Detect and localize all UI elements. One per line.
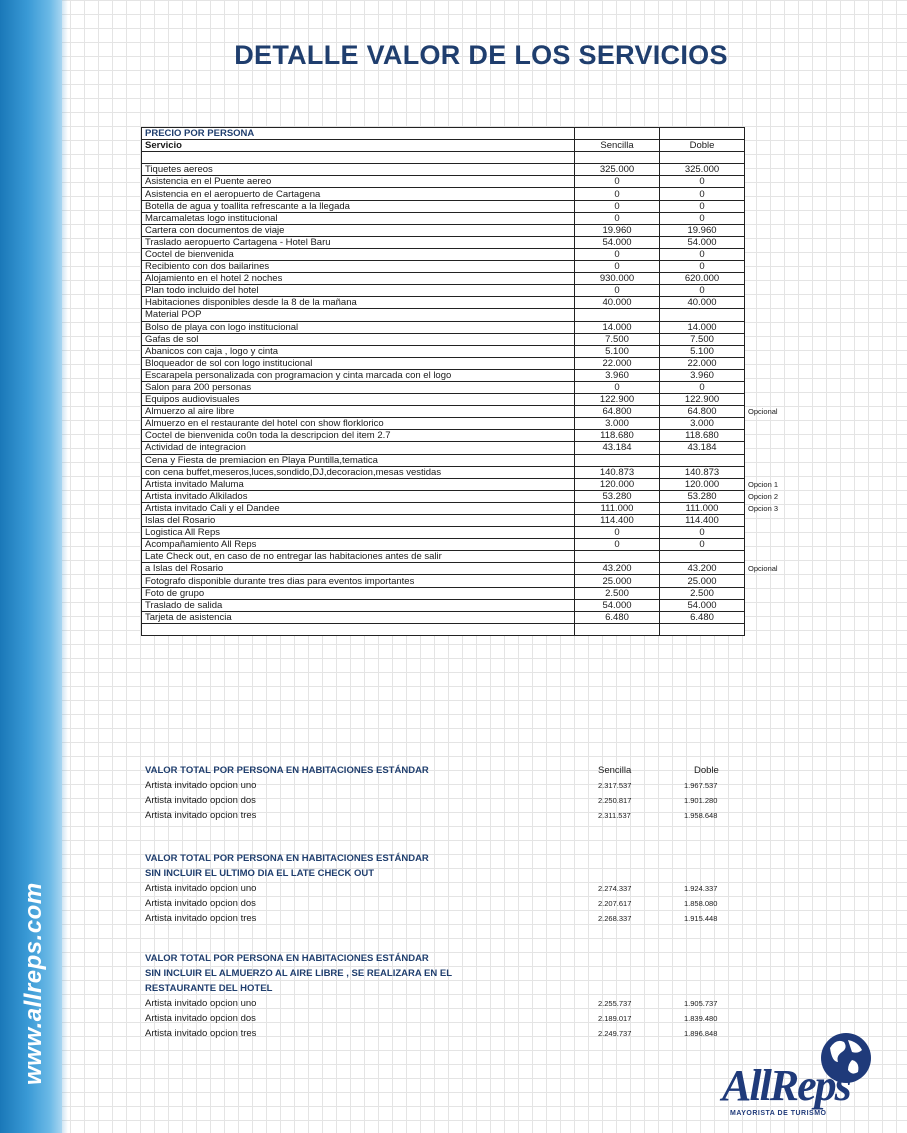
service-cell: Late Check out, en caso de no entregar las habitaciones antes de salir — [142, 551, 575, 563]
service-cell: Salon para 200 personas — [142, 381, 575, 393]
double-price-cell: 5.100 — [660, 345, 745, 357]
col-service-header: Servicio — [142, 140, 575, 152]
double-price-cell: 43.184 — [660, 442, 745, 454]
table-row — [142, 345, 820, 357]
table-row — [142, 551, 820, 563]
note-cell — [745, 515, 820, 527]
table-row — [142, 611, 820, 623]
single-price-cell: 25.000 — [575, 575, 660, 587]
single-price-cell: 111.000 — [575, 502, 660, 514]
double-price-cell: 0 — [660, 212, 745, 224]
summary1-heading: VALOR TOTAL POR PERSONA EN HABITACIONES ESTÁNDAR — [145, 765, 429, 776]
note-cell — [745, 321, 820, 333]
note-cell — [745, 285, 820, 297]
single-price-cell: 122.900 — [575, 394, 660, 406]
single-price-cell: 7.500 — [575, 333, 660, 345]
logo-wordmark: AllReps — [722, 1061, 850, 1110]
double-price-cell: 0 — [660, 285, 745, 297]
single-price-cell: 0 — [575, 527, 660, 539]
summary-label: Artista invitado opcion uno — [145, 998, 257, 1009]
single-price-cell: 325.000 — [575, 164, 660, 176]
summary-row — [145, 793, 765, 808]
table-row — [142, 599, 820, 611]
service-cell: Bloqueador de sol con logo institucional — [142, 357, 575, 369]
table-row — [142, 176, 820, 188]
double-price-cell: 7.500 — [660, 333, 745, 345]
service-cell: Cartera con documentos de viaje — [142, 224, 575, 236]
double-price-cell: 0 — [660, 539, 745, 551]
service-cell — [142, 623, 575, 635]
single-price-cell: 0 — [575, 188, 660, 200]
service-cell: Abanicos con caja , logo y cinta — [142, 345, 575, 357]
summary-row — [145, 1011, 765, 1026]
service-cell: Artista invitado Cali y el Dandee — [142, 502, 575, 514]
table-row — [142, 575, 820, 587]
col-single-header: Sencilla — [575, 140, 660, 152]
note-cell — [745, 539, 820, 551]
table-row — [142, 515, 820, 527]
summary-no-late-checkout — [145, 851, 765, 926]
single-price-cell: 0 — [575, 248, 660, 260]
service-cell: Traslado aeropuerto Cartagena - Hotel Baru — [142, 236, 575, 248]
table-heading-row — [142, 128, 820, 140]
note-cell — [745, 357, 820, 369]
note-cell — [745, 527, 820, 539]
table-row — [142, 430, 820, 442]
single-price-cell: 43.184 — [575, 442, 660, 454]
single-price-cell: 43.200 — [575, 563, 660, 575]
table-row — [142, 454, 820, 466]
single-price-cell: 114.400 — [575, 515, 660, 527]
service-cell: Cena y Fiesta de premiacion en Playa Puntilla,tematica — [142, 454, 575, 466]
summary-label: Artista invitado opcion uno — [145, 780, 257, 791]
service-cell: Escarapela personalizada con programacion y cinta marcada con el logo — [142, 369, 575, 381]
service-cell: Foto de grupo — [142, 587, 575, 599]
note-cell: Opcional — [748, 564, 778, 574]
double-price-cell: 0 — [660, 527, 745, 539]
summary-label: Artista invitado opcion tres — [145, 913, 257, 924]
summary-single-value: 2.189.017 — [598, 1014, 632, 1023]
summary-single-value: 2.274.337 — [598, 884, 632, 893]
single-price-cell: 19.960 — [575, 224, 660, 236]
note-cell — [745, 611, 820, 623]
double-price-cell: 0 — [660, 381, 745, 393]
summary-double-value: 1.905.737 — [684, 999, 718, 1008]
table-row — [142, 273, 820, 285]
table-row — [142, 502, 820, 514]
summary-double-value: 1.858.080 — [684, 899, 718, 908]
summary-label: Artista invitado opcion dos — [145, 795, 256, 806]
table-row — [142, 369, 820, 381]
summary-double-value: 1.896.848 — [684, 1029, 718, 1038]
single-price-cell: 118.680 — [575, 430, 660, 442]
service-cell: Bolso de playa con logo institucional — [142, 321, 575, 333]
service-cell: Marcamaletas logo institucional — [142, 212, 575, 224]
service-cell: Gafas de sol — [142, 333, 575, 345]
double-price-cell: 54.000 — [660, 599, 745, 611]
table-row — [142, 587, 820, 599]
summary-row — [145, 808, 765, 823]
page-title: DETALLE VALOR DE LOS SERVICIOS — [234, 40, 728, 70]
table-row — [142, 309, 820, 321]
double-price-cell: 114.400 — [660, 515, 745, 527]
table-row — [142, 285, 820, 297]
single-price-cell: 54.000 — [575, 236, 660, 248]
single-price-cell: 930.000 — [575, 273, 660, 285]
single-price-cell: 0 — [575, 261, 660, 273]
service-cell: Tarjeta de asistencia — [142, 611, 575, 623]
summary3-heading1: VALOR TOTAL POR PERSONA EN HABITACIONES ESTÁNDAR — [145, 953, 429, 964]
table-row — [142, 321, 820, 333]
note-cell — [745, 236, 820, 248]
service-cell: Tiquetes aereos — [142, 164, 575, 176]
double-price-cell — [660, 623, 745, 635]
website-url: www.allreps.com — [20, 882, 47, 1085]
summary-row — [145, 911, 765, 926]
note-cell — [745, 394, 820, 406]
double-price-cell: 54.000 — [660, 236, 745, 248]
summary-single-value: 2.255.737 — [598, 999, 632, 1008]
double-price-cell: 0 — [660, 261, 745, 273]
single-price-cell — [575, 454, 660, 466]
table-row — [142, 152, 820, 164]
double-price-cell: 2.500 — [660, 587, 745, 599]
summary-row — [145, 1026, 765, 1041]
summary-double-value: 1.967.537 — [684, 781, 718, 790]
note-cell — [745, 273, 820, 285]
summary-double-value: 1.924.337 — [684, 884, 718, 893]
note-cell — [745, 333, 820, 345]
double-price-cell: 0 — [660, 200, 745, 212]
price-table — [141, 127, 820, 636]
single-price-cell: 0 — [575, 539, 660, 551]
service-cell: Alojamiento en el hotel 2 noches — [142, 273, 575, 285]
double-price-cell — [660, 309, 745, 321]
single-price-cell: 0 — [575, 381, 660, 393]
single-price-cell: 140.873 — [575, 466, 660, 478]
note-cell — [745, 200, 820, 212]
summary-single-value: 2.317.537 — [598, 781, 632, 790]
service-cell: Botella de agua y toallita refrescante a la llegada — [142, 200, 575, 212]
summary2-heading1: VALOR TOTAL POR PERSONA EN HABITACIONES ESTÁNDAR — [145, 853, 429, 864]
note-cell — [745, 176, 820, 188]
double-price-cell: 325.000 — [660, 164, 745, 176]
table-row — [142, 406, 820, 418]
summary-double-value: 1.901.280 — [684, 796, 718, 805]
note-cell — [745, 599, 820, 611]
table-row — [142, 261, 820, 273]
single-price-cell: 40.000 — [575, 297, 660, 309]
double-price-cell: 620.000 — [660, 273, 745, 285]
service-cell: Asistencia en el Puente aereo — [142, 176, 575, 188]
service-cell — [142, 152, 575, 164]
table-row — [142, 333, 820, 345]
table-row — [142, 490, 820, 502]
single-price-cell: 14.000 — [575, 321, 660, 333]
table-row — [142, 539, 820, 551]
summary-single-value: 2.249.737 — [598, 1029, 632, 1038]
summary3-heading3: RESTAURANTE DEL HOTEL — [145, 983, 273, 994]
summary-single-value: 2.268.337 — [598, 914, 632, 923]
single-price-cell — [575, 551, 660, 563]
service-cell: Artista invitado Alkilados — [142, 490, 575, 502]
service-cell: Logistica All Reps — [142, 527, 575, 539]
single-price-cell — [575, 623, 660, 635]
double-price-cell: 122.900 — [660, 394, 745, 406]
service-cell: Acompañamiento All Reps — [142, 539, 575, 551]
summary1-col-single: Sencilla — [598, 765, 632, 776]
note-cell — [745, 309, 820, 321]
double-price-cell: 0 — [660, 176, 745, 188]
table-row — [142, 188, 820, 200]
note-cell — [745, 152, 820, 164]
single-price-cell: 22.000 — [575, 357, 660, 369]
note-cell — [745, 381, 820, 393]
service-cell: con cena buffet,meseros,luces,sondido,DJ,decoracion,mesas vestidas — [142, 466, 575, 478]
single-price-cell: 0 — [575, 285, 660, 297]
col-double-header: Doble — [660, 140, 745, 152]
service-cell: Actividad de integracion — [142, 442, 575, 454]
service-cell: a Islas del Rosario — [142, 563, 575, 575]
single-price-cell: 64.800 — [575, 406, 660, 418]
summary-row — [145, 881, 765, 896]
double-price-cell: 3.000 — [660, 418, 745, 430]
double-price-cell: 43.200 — [660, 563, 745, 575]
note-cell — [745, 224, 820, 236]
note-cell — [745, 466, 820, 478]
note-cell — [745, 418, 820, 430]
summary-row — [145, 778, 765, 793]
single-price-cell: 0 — [575, 212, 660, 224]
double-price-cell: 25.000 — [660, 575, 745, 587]
table-row — [142, 394, 820, 406]
table-row — [142, 442, 820, 454]
double-price-cell: 140.873 — [660, 466, 745, 478]
single-price-cell: 54.000 — [575, 599, 660, 611]
single-price-cell: 0 — [575, 176, 660, 188]
service-cell: Asistencia en el aeropuerto de Cartagena — [142, 188, 575, 200]
double-price-cell: 53.280 — [660, 490, 745, 502]
summary-label: Artista invitado opcion dos — [145, 1013, 256, 1024]
double-price-cell — [660, 551, 745, 563]
single-price-cell: 6.480 — [575, 611, 660, 623]
table-row — [142, 236, 820, 248]
note-cell — [745, 297, 820, 309]
allreps-logo — [722, 1018, 882, 1123]
summary-label: Artista invitado opcion dos — [145, 898, 256, 909]
service-cell: Traslado de salida — [142, 599, 575, 611]
note-cell: Opcional — [748, 407, 778, 417]
note-cell — [745, 369, 820, 381]
summary2-heading2: SIN INCLUIR EL ULTIMO DIA EL LATE CHECK OUT — [145, 868, 375, 879]
note-cell — [745, 212, 820, 224]
service-cell: Artista invitado Maluma — [142, 478, 575, 490]
note-cell — [745, 575, 820, 587]
service-cell: Recibiento con dos bailarines — [142, 261, 575, 273]
summary1-col-double: Doble — [694, 765, 719, 776]
table-row — [142, 212, 820, 224]
double-price-cell: 64.800 — [660, 406, 745, 418]
double-price-cell: 0 — [660, 188, 745, 200]
note-cell: Opcion 3 — [748, 503, 779, 513]
summary-double-value: 1.958.648 — [684, 811, 718, 820]
double-price-cell: 14.000 — [660, 321, 745, 333]
table-row — [142, 418, 820, 430]
single-price-cell: 2.500 — [575, 587, 660, 599]
note-cell — [745, 248, 820, 260]
service-cell: Almuerzo en el restaurante del hotel con show florklorico — [142, 418, 575, 430]
double-price-cell: 111.000 — [660, 502, 745, 514]
service-cell: Coctel de bienvenida co0n toda la descripcion del item 2.7 — [142, 430, 575, 442]
service-cell: Islas del Rosario — [142, 515, 575, 527]
service-cell: Almuerzo al aire libre — [142, 406, 575, 418]
table-row — [142, 297, 820, 309]
note-cell — [745, 623, 820, 635]
note-cell — [745, 164, 820, 176]
summary-label: Artista invitado opcion tres — [145, 810, 257, 821]
summary-standard — [145, 763, 765, 823]
single-price-cell: 53.280 — [575, 490, 660, 502]
note-cell — [745, 261, 820, 273]
table-column-headers — [142, 140, 820, 152]
summary-single-value: 2.311.537 — [598, 811, 631, 820]
summary-label: Artista invitado opcion uno — [145, 883, 257, 894]
table-row — [142, 623, 820, 635]
single-price-cell: 120.000 — [575, 478, 660, 490]
summary-double-value: 1.915.448 — [684, 914, 718, 923]
table-row — [142, 164, 820, 176]
table-row — [142, 381, 820, 393]
double-price-cell — [660, 152, 745, 164]
table-row — [142, 563, 820, 575]
double-price-cell: 40.000 — [660, 297, 745, 309]
single-price-cell — [575, 309, 660, 321]
single-price-cell: 3.000 — [575, 418, 660, 430]
service-cell: Coctel de bienvenida — [142, 248, 575, 260]
double-price-cell: 19.960 — [660, 224, 745, 236]
table-row — [142, 527, 820, 539]
table-row — [142, 357, 820, 369]
note-cell: Opcion 2 — [748, 491, 779, 501]
note-cell — [745, 551, 820, 563]
double-price-cell — [660, 454, 745, 466]
note-cell: Opcion 1 — [748, 479, 779, 489]
logo-tagline: MAYORISTA DE TURISMO — [730, 1110, 827, 1117]
note-cell — [745, 188, 820, 200]
single-price-cell — [575, 152, 660, 164]
note-cell — [745, 430, 820, 442]
summary-row — [145, 996, 765, 1011]
note-cell — [745, 587, 820, 599]
double-price-cell: 3.960 — [660, 369, 745, 381]
note-cell — [745, 442, 820, 454]
note-cell — [745, 345, 820, 357]
service-cell: Plan todo incluido del hotel — [142, 285, 575, 297]
service-cell: Habitaciones disponibles desde la 8 de la mañana — [142, 297, 575, 309]
double-price-cell: 22.000 — [660, 357, 745, 369]
double-price-cell: 120.000 — [660, 478, 745, 490]
summary-single-value: 2.207.617 — [598, 899, 632, 908]
summary-no-outdoor-lunch — [145, 951, 765, 1041]
table-row — [142, 224, 820, 236]
summary-single-value: 2.250.817 — [598, 796, 632, 805]
table-heading: PRECIO POR PERSONA — [142, 128, 575, 140]
table-row — [142, 466, 820, 478]
single-price-cell: 5.100 — [575, 345, 660, 357]
table-row — [142, 200, 820, 212]
summary-row — [145, 896, 765, 911]
service-cell: Fotografo disponible durante tres dias para eventos importantes — [142, 575, 575, 587]
service-cell: Equipos audiovisuales — [142, 394, 575, 406]
summary3-heading2: SIN INCLUIR EL ALMUERZO AL AIRE LIBRE , SE REALIZARA EN EL — [145, 968, 453, 979]
service-cell: Material POP — [142, 309, 575, 321]
double-price-cell: 6.480 — [660, 611, 745, 623]
table-row — [142, 478, 820, 490]
summary-label: Artista invitado opcion tres — [145, 1028, 257, 1039]
single-price-cell: 3.960 — [575, 369, 660, 381]
summary-double-value: 1.839.480 — [684, 1014, 718, 1023]
table-row — [142, 248, 820, 260]
double-price-cell: 118.680 — [660, 430, 745, 442]
note-cell — [745, 454, 820, 466]
double-price-cell: 0 — [660, 248, 745, 260]
single-price-cell: 0 — [575, 200, 660, 212]
